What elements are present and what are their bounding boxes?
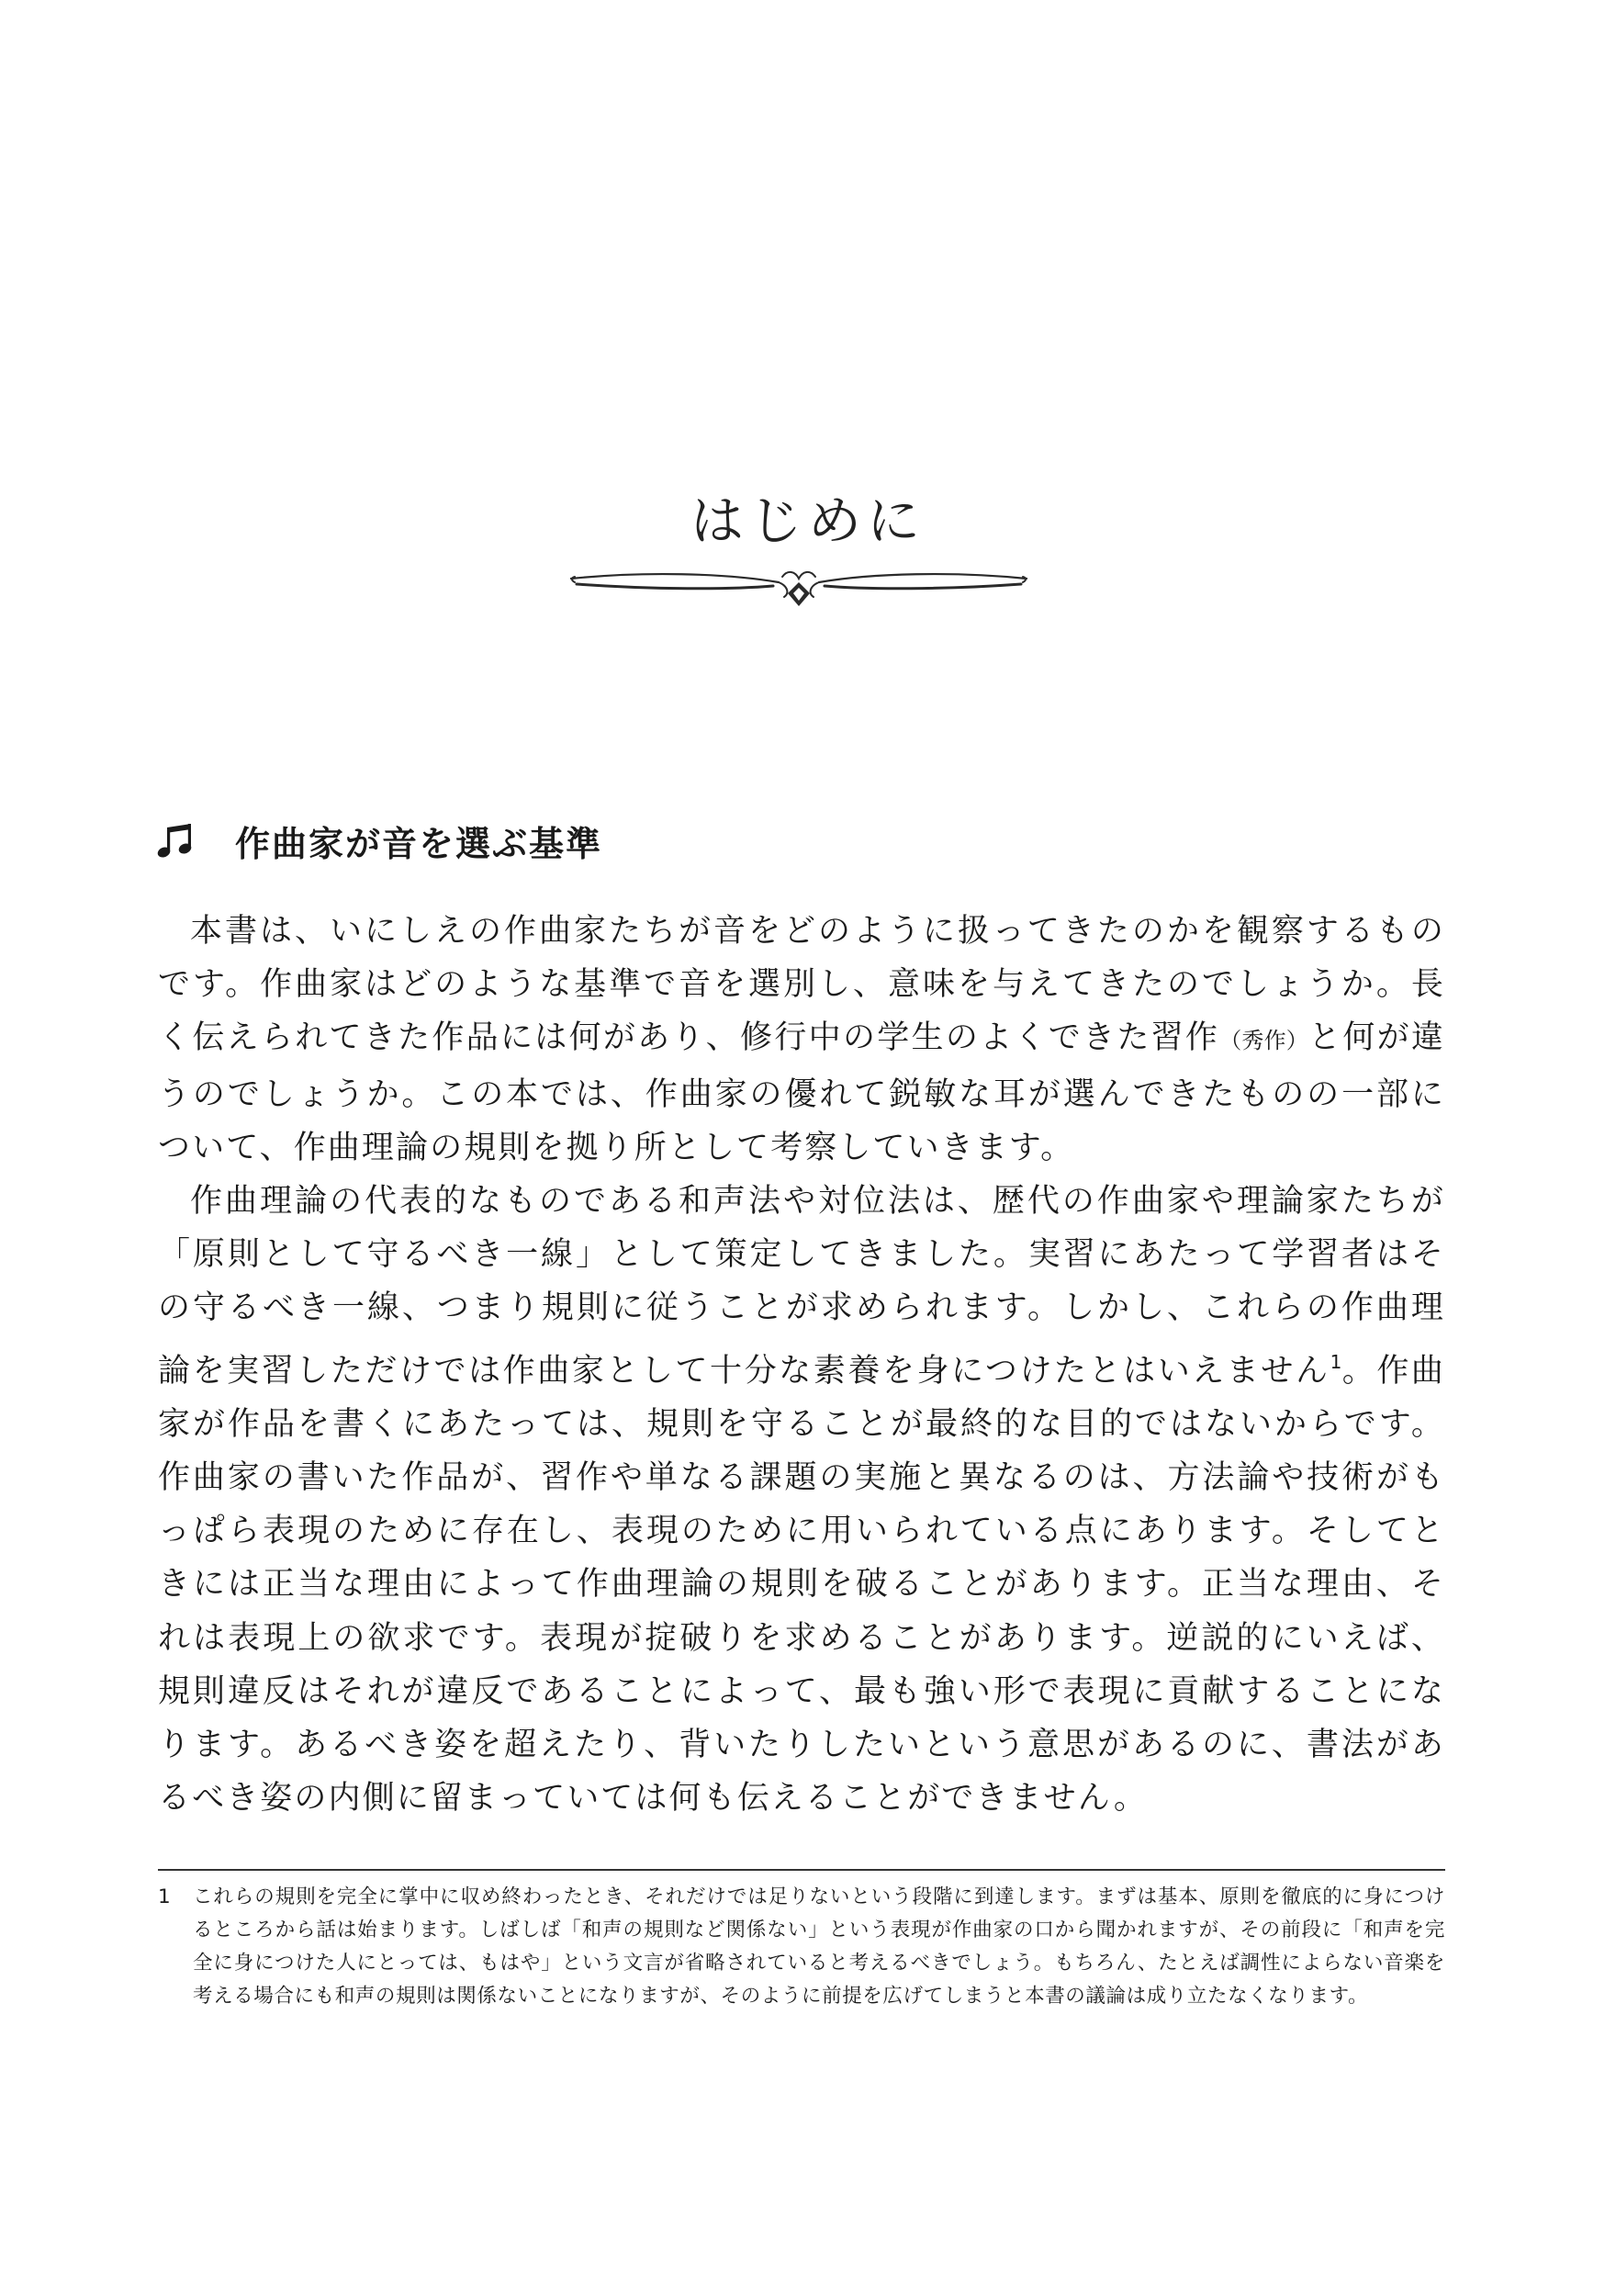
paragraph-1	[158, 905, 1445, 1175]
footnote-divider	[158, 1869, 1445, 1871]
music-note-icon	[154, 818, 198, 862]
paragraph-2-text-a: 作曲理論の代表的なものである和声法や対位法は、歴代の作曲家や理論家たちが「原則として守るべき一線」として策定してきました。実習にあたって学習者はその守るべき一線、つまり規則に従うことが求められます。しかし、これらの作曲理論を実習しただけでは作曲家として十分な素養を身につけたとはいえません	[158, 1183, 1445, 1390]
paragraph-2	[158, 1175, 1445, 1825]
footnote-text: これらの規則を完全に掌中に収め終わったとき、それだけでは足りないという段階に到達します。まずは基本、原則を徹底的に身につけるところから話は始まります。しばしば「和声の規則など関係ない」という表現が作曲家の口から聞かれますが、その前段に「和声を完全に身につけた人にとっては、もはや」という文言が省略されていると考えるべきでしょう。もちろん、たとえば調性によらない音楽を考える場合にも和声の規則は関係ないことになりますが、そのように前提を広げてしまうと本書の議論は成り立たなくなります。	[193, 1885, 1445, 2008]
footnote-number: 1	[158, 1885, 171, 1908]
paragraph-1-paren: （秀作）	[1219, 1028, 1309, 1054]
section-heading-text: 作曲家が音を選ぶ基準	[235, 823, 603, 864]
chapter-title: はじめに	[690, 490, 926, 552]
ornament-divider-icon	[569, 562, 1028, 613]
paragraph-2-text-b: 。作曲家が作品を書くにあたっては、規則を守ることが最終的な目的ではないからです。作曲家の書いた作品が、習作や単なる課題の実施と異なるのは、方法論や技術がもっぱら表現のために存在し、表現のために用いられている点にあります。そしてときには正当な理由によって作曲理論の規則を破ることがあります。正当な理由、それは表現上の欲求です。表現が掟破りを求めることがあります。逆説的にいえば、規則違反はそれが違反であることによって、最も強い形で表現に貢献することになります。あるべき姿を超えたり、背いたりしたいという意思があるのに、書法があるべき姿の内側に留まっていては何も伝えることができません。	[158, 1352, 1445, 1818]
footnote-reference[interactable]: 1	[1330, 1350, 1342, 1373]
body-text	[158, 905, 1445, 1825]
paragraph-1-text-a: 本書は、いにしえの作曲家たちが音をどのように扱ってきたのかを観察するものです。作曲家はどのような基準で音を選別し、意味を与えてきたのでしょうか。長く伝えられてきた作品には何があり、修行中の学生のよくできた習作	[158, 913, 1445, 1057]
paragraph-1-text-b: と何が違うのでしょうか。この本では、作曲家の優れて鋭敏な耳が選んできたものの一部について、作曲理論の規則を拠り所として考察していきます。	[158, 1019, 1446, 1166]
footnote	[158, 1881, 1445, 2013]
section-heading	[154, 808, 602, 872]
